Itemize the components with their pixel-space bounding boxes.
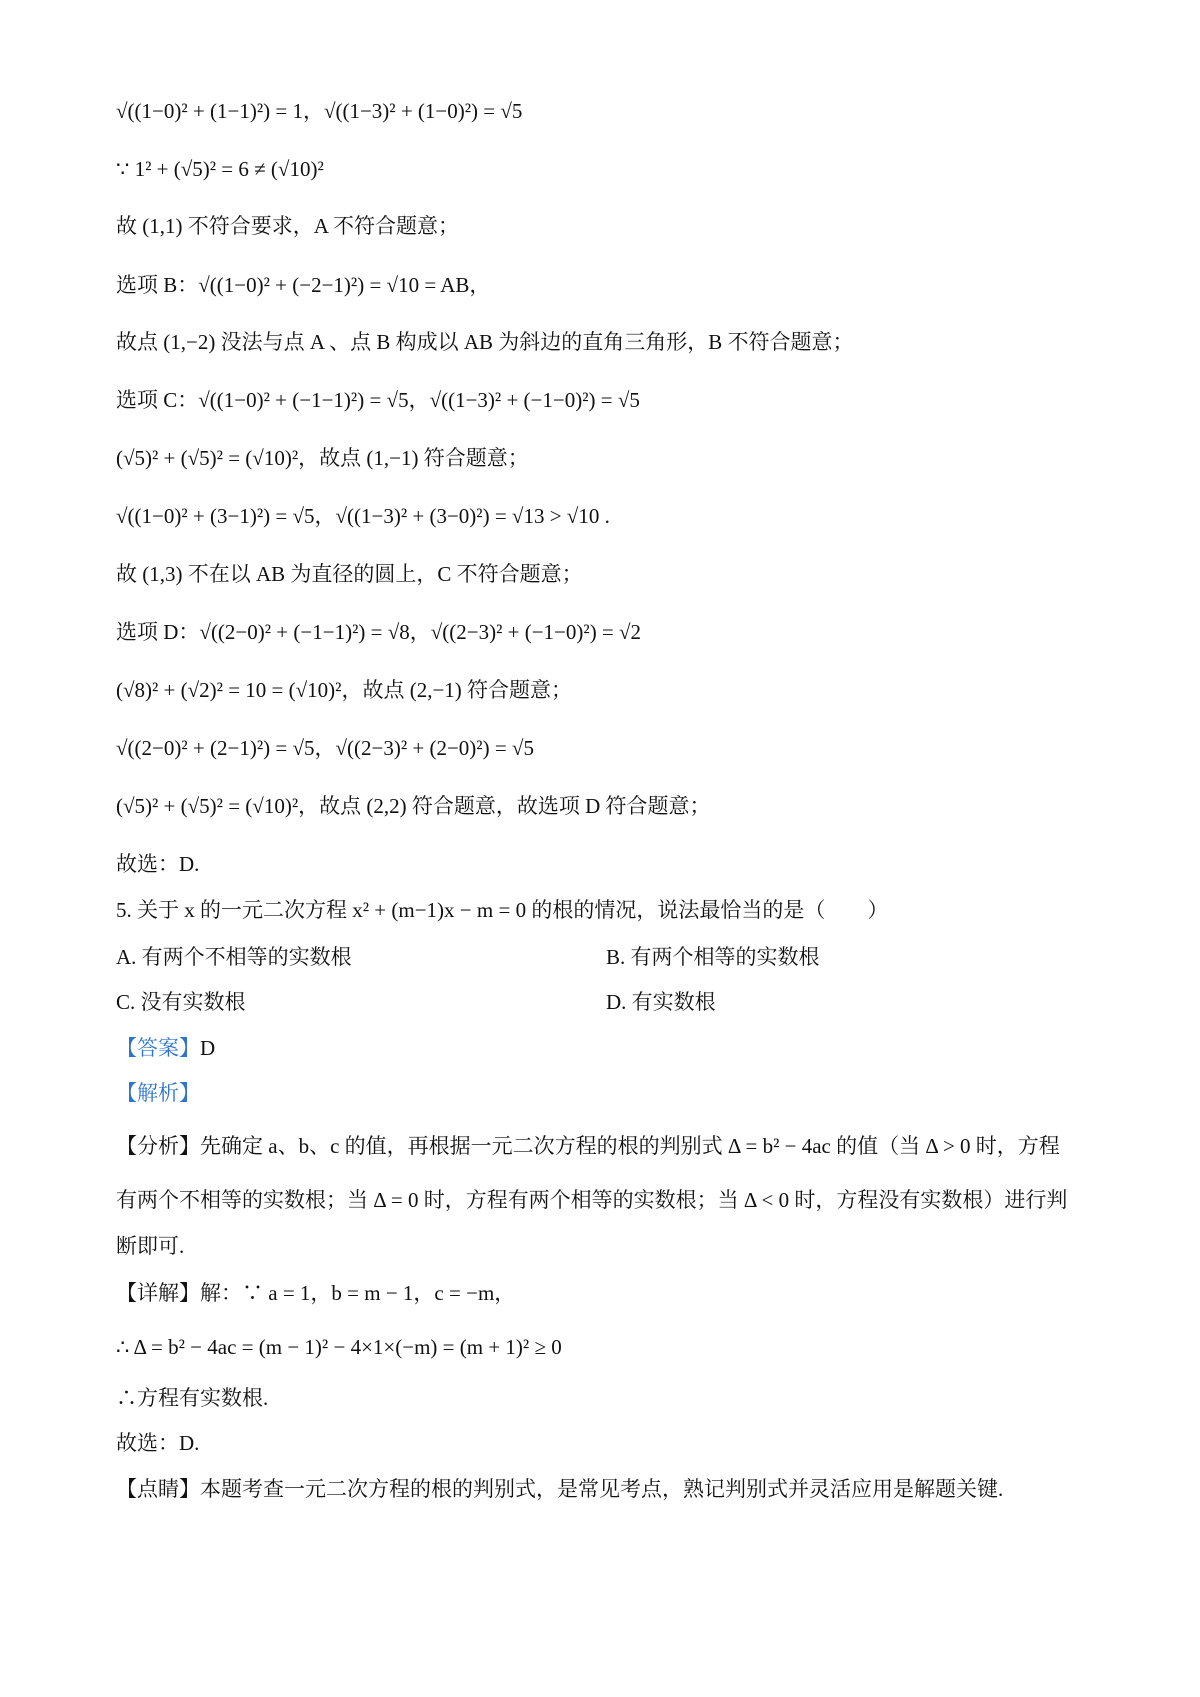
fenxi-text-1: 先确定 a、b、c 的值，再根据一元二次方程的根的判别式 Δ = b² − 4ac 的值（当 Δ > 0 时，方程 (200, 1134, 1060, 1158)
solution-line-2: ∵ 1² + (√5)² = 6 ≠ (√10)² (116, 157, 324, 181)
solution-line-3: 故 (1,1) 不符合要求，A 不符合题意； (116, 214, 459, 238)
solution-line-11: (√8)² + (√2)² = 10 = (√10)²，故点 (2,−1) 符合题意； (116, 678, 573, 702)
solution-line-1: √((1−0)² + (1−1)²) = 1，√((1−3)² + (1−0)²) = √5 (116, 99, 523, 123)
dianjing-tag: 【点睛】 (116, 1477, 200, 1501)
solution-line-7: (√5)² + (√5)² = (√10)²，故点 (1,−1) 符合题意； (116, 446, 529, 470)
dianjing-line (116, 1474, 1003, 1504)
fenxi-tag: 【分析】 (116, 1134, 200, 1158)
solution-line-6: 选项 C：√((1−0)² + (−1−1)²) = √5，√((1−3)² + (−1−0)²) = √5 (116, 388, 640, 412)
solution-line-8: √((1−0)² + (3−1)²) = √5，√((1−3)² + (3−0)²) = √13 > √10 . (116, 504, 610, 528)
solution-line-12: √((2−0)² + (2−1)²) = √5，√((2−3)² + (2−0)²) = √5 (116, 736, 534, 760)
question-5-stem: 5. 关于 x 的一元二次方程 x² + (m−1)x − m = 0 的根的情况，说法最恰当的是（ ） (116, 898, 889, 922)
solution-line-13: (√5)² + (√5)² = (√10)²，故点 (2,2) 符合题意，故选项 D 符合题意； (116, 794, 711, 818)
answer-value: D (200, 1036, 216, 1060)
solution-line-4: 选项 B：√((1−0)² + (−2−1)²) = √10 = AB， (116, 273, 491, 297)
choice-b: B. 有两个相等的实数根 (606, 945, 820, 969)
analysis-heading: 【解析】 (116, 1081, 200, 1105)
xiangjie-text-1: 解：∵ a = 1，b = m − 1，c = −m， (200, 1281, 516, 1305)
choice-c: C. 没有实数根 (116, 990, 246, 1014)
solution-line-9: 故 (1,3) 不在以 AB 为直径的圆上，C 不符合题意； (116, 562, 583, 586)
xiangjie-line-4: 故选：D. (116, 1431, 200, 1455)
choice-a: A. 有两个不相等的实数根 (116, 945, 352, 969)
xiangjie-line-1 (116, 1278, 515, 1308)
answer-tag: 【答案】 (116, 1036, 200, 1060)
xiangjie-line-2: ∴ Δ = b² − 4ac = (m − 1)² − 4×1×(−m) = (m + 1)² ≥ 0 (116, 1335, 562, 1359)
xiangjie-line-3: ∴方程有实数根. (116, 1386, 269, 1410)
dianjing-text: 本题考查一元二次方程的根的判别式，是常见考点，熟记判别式并灵活应用是解题关键. (200, 1477, 1004, 1501)
fenxi-line-3: 断即可. (116, 1234, 185, 1258)
solution-line-10: 选项 D：√((2−0)² + (−1−1)²) = √8，√((2−3)² + (−1−0)²) = √2 (116, 620, 642, 644)
choice-d: D. 有实数根 (606, 990, 716, 1014)
fenxi-line-1 (116, 1131, 1060, 1161)
xiangjie-tag: 【详解】 (116, 1281, 200, 1305)
answer-line (116, 1033, 215, 1063)
solution-conclusion: 故选：D. (116, 852, 200, 876)
solution-line-5: 故点 (1,−2) 没法与点 A 、点 B 构成以 AB 为斜边的直角三角形，B 不符合题意； (116, 330, 854, 354)
fenxi-line-2: 有两个不相等的实数根；当 Δ = 0 时，方程有两个相等的实数根；当 Δ < 0 时，方程没有实数根）进行判 (116, 1188, 1068, 1212)
